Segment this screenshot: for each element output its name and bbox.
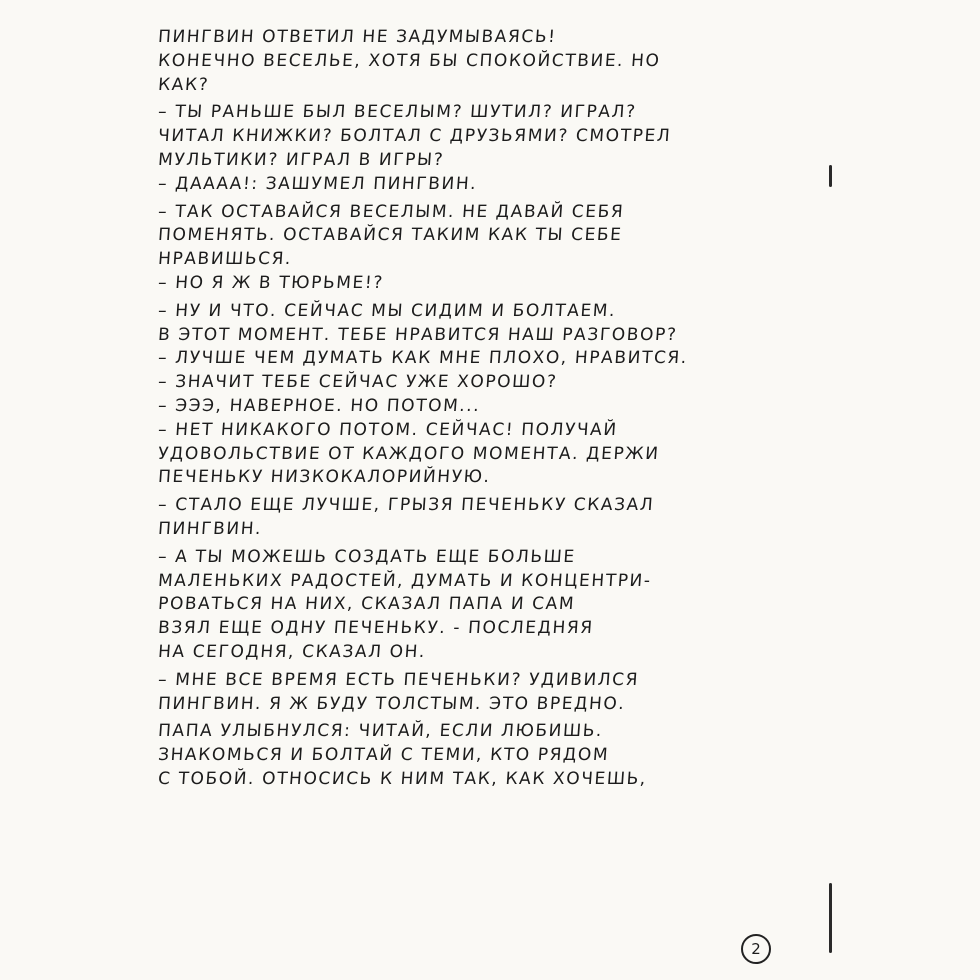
text-line: ПИНГВИН. Я Ж БУДУ ТОЛСТЫМ. ЭТО ВРЕДНО. xyxy=(157,693,627,714)
text-line: КОНЕЧНО ВЕСЕЛЬЕ, ХОТЯ БЫ СПОКОЙСТВИЕ. НО xyxy=(157,50,662,71)
text-line: – А ТЫ МОЖЕШЬ СОЗДАТЬ ЕЩЕ БОЛЬШЕ xyxy=(157,546,577,567)
text-line: – ЗНАЧИТ ТЕБЕ СЕЙЧАС УЖЕ ХОРОШО? xyxy=(157,372,559,393)
text-line: ПАПА УЛЫБНУЛСЯ: ЧИТАЙ, ЕСЛИ ЛЮБИШЬ. xyxy=(157,721,604,742)
text-line: ВЗЯЛ ЕЩЕ ОДНУ ПЕЧЕНЬКУ. - ПОСЛЕДНЯЯ xyxy=(157,618,595,639)
margin-mark xyxy=(829,165,832,187)
text-line: – НО Я Ж В ТЮРЬМЕ!? xyxy=(157,272,385,293)
text-line: – НУ И ЧТО. СЕЙЧАС МЫ СИДИМ И БОЛТАЕМ. xyxy=(157,300,617,321)
handwritten-text xyxy=(158,26,818,792)
text-line: – ЛУЧШЕ ЧЕМ ДУМАТЬ КАК МНЕ ПЛОХО, НРАВИТСЯ. xyxy=(157,348,689,369)
text-line: НА СЕГОДНЯ, СКАЗАЛ ОН. xyxy=(157,641,427,662)
page-number: 2 xyxy=(741,934,771,964)
text-line: ПОМЕНЯТЬ. ОСТАВАЙСЯ ТАКИМ КАК ТЫ СЕБЕ xyxy=(157,225,624,246)
text-line: РОВАТЬСЯ НА НИХ, СКАЗАЛ ПАПА И САМ xyxy=(157,594,576,615)
text-line: ПЕЧЕНЬКУ НИЗКОКАЛОРИЙНУЮ. xyxy=(157,467,492,488)
text-line: – ЭЭЭ, НАВЕРНОЕ. НО ПОТОМ... xyxy=(157,395,482,416)
text-line: ПИНГВИН. xyxy=(157,518,263,539)
text-line: ЗНАКОМЬСЯ И БОЛТАЙ С ТЕМИ, КТО РЯДОМ xyxy=(157,745,610,766)
text-line: УДОВОЛЬСТВИЕ ОТ КАЖДОГО МОМЕНТА. ДЕРЖИ xyxy=(157,443,661,464)
text-line: – ДАААА!: ЗАШУМЕЛ ПИНГВИН. xyxy=(157,173,478,194)
text-line: МУЛЬТИКИ? ИГРАЛ В ИГРЫ? xyxy=(157,149,445,170)
text-line: – ТЫ РАНЬШЕ БЫЛ ВЕСЕЛЫМ? ШУТИЛ? ИГРАЛ? xyxy=(157,102,638,123)
text-line: С ТОБОЙ. ОТНОСИСЬ К НИМ ТАК, КАК ХОЧЕШЬ, xyxy=(157,768,648,789)
text-line: – ТАК ОСТАВАЙСЯ ВЕСЕЛЫМ. НЕ ДАВАЙ СЕБЯ xyxy=(157,201,625,222)
text-line: – СТАЛО ЕЩЕ ЛУЧШЕ, ГРЫЗЯ ПЕЧЕНЬКУ СКАЗАЛ xyxy=(157,495,655,516)
margin-mark xyxy=(829,883,832,953)
text-line: ПИНГВИН ОТВЕТИЛ НЕ ЗАДУМЫВАЯСЬ! xyxy=(157,27,558,47)
text-line: – НЕТ НИКАКОГО ПОТОМ. СЕЙЧАС! ПОЛУЧАЙ xyxy=(157,419,619,440)
text-line: МАЛЕНЬКИХ РАДОСТЕЙ, ДУМАТЬ И КОНЦЕНТРИ- xyxy=(157,570,653,591)
text-line: НРАВИШЬСЯ. xyxy=(157,249,293,270)
text-line: – МНЕ ВСЕ ВРЕМЯ ЕСТЬ ПЕЧЕНЬКИ? УДИВИЛСЯ xyxy=(157,669,640,690)
text-line: В ЭТОТ МОМЕНТ. ТЕБЕ НРАВИТСЯ НАШ РАЗГОВОР? xyxy=(157,324,679,345)
text-line: ЧИТАЛ КНИЖКИ? БОЛТАЛ С ДРУЗЬЯМИ? СМОТРЕЛ xyxy=(157,126,672,147)
text-line: КАК? xyxy=(157,74,210,95)
